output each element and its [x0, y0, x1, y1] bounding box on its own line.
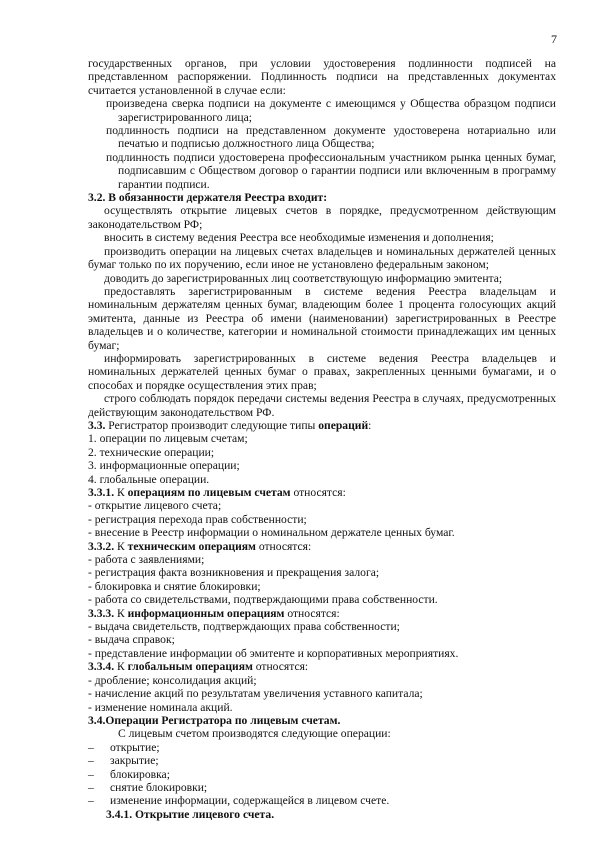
list-item: - работа с заявлениями; — [88, 553, 205, 567]
section-title-tail: входит: — [285, 191, 328, 205]
section-3-3-heading — [88, 419, 556, 432]
section-bold: информационным операциям — [127, 606, 285, 620]
section-3-2-heading — [88, 191, 556, 204]
section-3-4-heading: 3.4.Операции Регистратора по лицевым счетам. — [88, 713, 341, 727]
section-bold: операций — [318, 418, 369, 432]
list-item: - открытие лицевого счета; — [88, 499, 222, 513]
list-item-text: снятие блокировки; — [110, 780, 208, 794]
section-number: 3.3.1. — [88, 486, 115, 499]
registry-duty-7: строго соблюдать порядок передачи системы ведения Реестра в случаях, предусмотренных действующим законодательством РФ. — [88, 392, 556, 419]
list-item — [88, 768, 556, 781]
section-number: 3.3.2. — [88, 539, 115, 553]
section-pre: К — [114, 606, 128, 620]
section-3-4-1-heading: 3.4.1. Открытие лицевого счета. — [106, 807, 275, 821]
registry-duty-1: осуществлять открытие лицевых счетов в порядке, предусмотренном действующим законодательством РФ; — [88, 204, 556, 231]
list-item-text: блокировка; — [110, 767, 170, 781]
signature-condition-2: подлинность подписи на представленном документе удостоверена нотариально или печатью и подписью должностного лица Общества; — [106, 124, 556, 151]
document-body — [88, 57, 556, 821]
list-item: - изменение номинала акций. — [88, 700, 233, 714]
section-number: 3.3.4. — [88, 660, 115, 674]
list-item: - начисление акций по результатам увеличения уставного капитала; — [88, 687, 423, 701]
section-text-tail: : — [368, 418, 372, 432]
list-item — [88, 781, 556, 794]
operation-type-1: 1. операции по лицевым счетам; — [88, 432, 248, 446]
list-item: - представление информации об эмитенте и корпоративных мероприятиях. — [88, 646, 459, 660]
dash-marker: – — [88, 740, 94, 754]
page-number: 7 — [551, 32, 557, 46]
section-post: относятся: — [255, 539, 312, 553]
registry-duty-4: доводить до зарегистрированных лиц соответствующую информацию эмитента; — [104, 271, 503, 285]
section-3-3-3-heading — [88, 607, 556, 620]
list-item-text: изменение информации, содержащейся в лицевом счете. — [110, 794, 390, 808]
list-item: - работа со свидетельствами, подтверждающими права собственности. — [88, 593, 438, 607]
section-bold: техническим операциям — [127, 539, 256, 553]
section-3-3-2-heading — [88, 540, 556, 553]
section-number: 3.3.3. — [88, 606, 115, 620]
dash-marker: – — [88, 794, 94, 808]
section-number: 3.2. — [88, 191, 106, 205]
section-pre: К — [114, 486, 128, 499]
section-post: относятся: — [252, 660, 309, 674]
paragraph-signature-conditions: государственных органов, при условии удостоверения подлинности подписей на представленном распоряжении. Подлинность подписи на представленных документах считается установленной в случае если: — [88, 57, 556, 97]
section-pre: К — [114, 539, 128, 553]
list-item — [88, 741, 556, 754]
list-item — [88, 794, 556, 807]
section-bold: операциям по лицевым счетам — [127, 486, 291, 499]
registry-duty-5: предоставлять зарегистрированным в системе ведения Реестра владельцам и номинальным держателям ценных бумаг, владеющим более 1 процента голосующих акций эмитента, данные из Реестра об имени (наименовании) зарегистрированных в Реестре владельцев и о количестве, категории и номинальной стоимости принадлежащих им ценных бумаг; — [88, 284, 556, 352]
signature-condition-3: подлинность подписи удостоверена профессиональным участником рынка ценных бумаг, подписавшим с Обществом договор о гарантии подписи или включенным в программу гарантии подписи. — [106, 150, 556, 191]
section-text: Регистратор производит следующие типы — [105, 418, 319, 432]
section-post: относятся: — [284, 606, 340, 620]
registry-duty-3: производить операции на лицевых счетах владельцев и номинальных держателей ценных бумаг только по их поручению, если иное не установлено федеральным законом; — [88, 244, 556, 272]
section-bold: глобальным операциям — [127, 660, 253, 674]
operation-type-2: 2. технические операции; — [88, 445, 215, 459]
list-item: - блокировка и снятие блокировки; — [88, 579, 261, 593]
section-post: относятся: — [290, 486, 346, 499]
dash-marker: – — [88, 767, 94, 781]
list-item-text: закрытие; — [110, 754, 159, 768]
section-3-3-1-heading — [88, 486, 556, 499]
section-3-3-4-heading — [88, 660, 556, 673]
list-item-text: открытие; — [110, 740, 160, 754]
dash-marker: – — [88, 754, 94, 768]
list-item: - дробление; консолидация акций; — [88, 673, 257, 687]
section-number: 3.3. — [88, 418, 106, 432]
section-pre: К — [114, 660, 128, 674]
list-item: - выдача справок; — [88, 633, 175, 647]
list-item — [88, 754, 556, 767]
dash-marker: – — [88, 780, 94, 794]
registry-duty-6: информировать зарегистрированных в системе ведения Реестра владельцев и номинальных держателей ценных бумаг о правах, закрепленных ценными бумагами, и о способах и порядке осуществления этих прав; — [88, 351, 556, 392]
list-item: - регистрация факта возникновения и прекращения залога; — [88, 566, 380, 580]
operation-type-3: 3. информационные операции; — [88, 459, 240, 473]
list-item: - внесение в Реестр информации о номинальном держателе ценных бумаг. — [88, 526, 455, 540]
registry-duty-2: вносить в систему ведения Реестра все необходимые изменения и дополнения; — [104, 231, 494, 245]
list-item: - регистрация перехода прав собственности; — [88, 512, 307, 526]
signature-condition-1: произведена сверка подписи на документе с имеющимся у Общества образцом подписи зарегистрированного лица; — [106, 97, 556, 124]
section-title: В обязанности держателя Реестра — [105, 191, 285, 205]
section-3-4-intro: С лицевым счетом производятся следующие операции: — [118, 727, 391, 741]
list-item: - выдача свидетельств, подтверждающих права собственности; — [88, 620, 400, 634]
operation-type-4: 4. глобальные операции. — [88, 472, 210, 486]
